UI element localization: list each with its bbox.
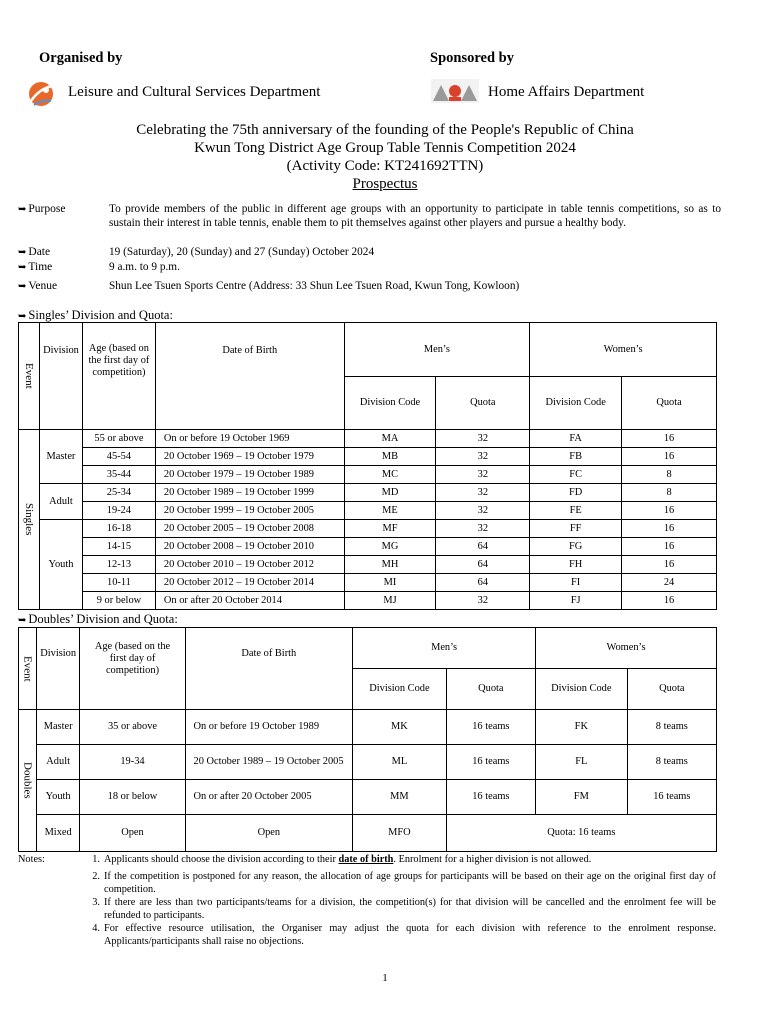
notes-label: Notes: <box>18 854 45 865</box>
header-quota: Quota <box>622 377 717 430</box>
date-text: 19 (Saturday), 20 (Sunday) and 27 (Sunday) October 2024 <box>109 246 375 258</box>
age-cell: 19-34 <box>80 745 185 780</box>
note-1: Applicants should choose the division according to their date of birth. Enrolment for a higher division is not allowed. <box>104 854 592 865</box>
mens-code-cell: ML <box>353 745 447 780</box>
division-cell: Adult <box>36 745 80 780</box>
header-womens: Women’s <box>530 323 717 377</box>
mens-quota-cell: 64 <box>436 574 530 592</box>
header-mens: Men’s <box>344 323 530 377</box>
purpose-label: ➥ Purpose <box>18 203 66 215</box>
event-singles: Singles <box>19 430 40 610</box>
womens-quota-cell: 16 <box>622 502 717 520</box>
note-2: If the competition is postponed for any reason, the allocation of age groups for participants will be based on their age on the original first day of competition. <box>104 871 716 895</box>
womens-quota-cell: 8 teams <box>627 710 716 745</box>
womens-quota-cell: 16 <box>622 556 717 574</box>
womens-code-cell: FB <box>530 448 622 466</box>
sponsor-name: Home Affairs Department <box>488 84 645 100</box>
arrow-icon: ➥ <box>18 281 27 292</box>
organiser-name: Leisure and Cultural Services Department <box>68 84 321 100</box>
age-cell: 55 or above <box>82 430 155 448</box>
age-cell: 35-44 <box>82 466 155 484</box>
arrow-icon: ➥ <box>18 247 27 258</box>
venue-label: ➥ Venue <box>18 280 58 292</box>
mixed-code-cell: MFO <box>353 815 447 852</box>
womens-quota-cell: 16 teams <box>627 780 716 815</box>
womens-quota-cell: 8 <box>622 484 717 502</box>
dob-cell: On or before 19 October 1969 <box>155 430 344 448</box>
dob-cell: 20 October 2008 – 19 October 2010 <box>155 538 344 556</box>
division-master: Master <box>39 430 82 484</box>
title-line-1: Celebrating the 75th anniversary of the founding of the People's Republic of China <box>136 122 634 138</box>
mens-quota-cell: 32 <box>436 520 530 538</box>
mens-code-cell: MJ <box>344 592 436 610</box>
mens-quota-cell: 64 <box>436 556 530 574</box>
mens-code-cell: MG <box>344 538 436 556</box>
notes-section <box>18 854 758 954</box>
age-cell: 16-18 <box>82 520 155 538</box>
header-div-code: Division Code <box>344 377 436 430</box>
age-cell: 10-11 <box>82 574 155 592</box>
dob-cell: On or after 20 October 2005 <box>185 780 353 815</box>
age-cell: 45-54 <box>82 448 155 466</box>
had-logo-icon <box>431 79 479 103</box>
mens-code-cell: MH <box>344 556 436 574</box>
header-quota: Quota <box>627 669 716 710</box>
womens-code-cell: FH <box>530 556 622 574</box>
dob-cell: 20 October 2012 – 19 October 2014 <box>155 574 344 592</box>
note-4: For effective resource utilisation, the Organiser may adjust the quota for each division with reference to the enrolment response. Applicants/participants shall raise no objections. <box>104 923 716 947</box>
age-cell: 14-15 <box>82 538 155 556</box>
dob-cell: Open <box>185 815 353 852</box>
singles-table <box>18 322 717 610</box>
dob-cell: On or before 19 October 1989 <box>185 710 353 745</box>
header-quota: Quota <box>436 377 530 430</box>
mens-code-cell: MI <box>344 574 436 592</box>
womens-quota-cell: 16 <box>622 520 717 538</box>
womens-code-cell: FK <box>536 710 628 745</box>
mens-code-cell: MA <box>344 430 436 448</box>
dob-cell: 20 October 1989 – 19 October 2005 <box>185 745 353 780</box>
mens-quota-cell: 32 <box>436 502 530 520</box>
purpose-text: To provide members of the public in different age groups with an opportunity to participate in table tennis competitions, so as to sustain their interest in table tennis, enable them to pit themselves against other players and pursue a healthy body. <box>109 203 721 229</box>
mens-quota-cell: 32 <box>436 448 530 466</box>
womens-quota-cell: 8 teams <box>627 745 716 780</box>
page-number: 1 <box>382 972 388 984</box>
age-cell: 12-13 <box>82 556 155 574</box>
organised-by-label: Organised by <box>39 50 123 66</box>
division-youth: Youth <box>39 520 82 610</box>
womens-code-cell: FE <box>530 502 622 520</box>
note-3: If there are less than two participants/teams for a division, the competition(s) for that division will be cancelled and the enrolment fee will be refunded to participants. <box>104 897 716 921</box>
arrow-icon: ➥ <box>18 204 27 215</box>
age-cell: 18 or below <box>80 780 185 815</box>
womens-quota-cell: 8 <box>622 466 717 484</box>
mens-quota-cell: 32 <box>436 466 530 484</box>
womens-quota-cell: 16 <box>622 430 717 448</box>
division-mixed: Mixed <box>36 815 80 852</box>
mens-code-cell: MM <box>353 780 447 815</box>
womens-code-cell: FA <box>530 430 622 448</box>
header-event: Event <box>19 628 37 710</box>
note-number: 4. <box>92 923 100 934</box>
age-cell: 9 or below <box>82 592 155 610</box>
mens-code-cell: ME <box>344 502 436 520</box>
dob-cell: 20 October 1969 – 19 October 1979 <box>155 448 344 466</box>
womens-code-cell: FL <box>536 745 628 780</box>
mens-code-cell: MC <box>344 466 436 484</box>
header-div-code: Division Code <box>353 669 447 710</box>
womens-code-cell: FI <box>530 574 622 592</box>
age-cell: Open <box>80 815 185 852</box>
doubles-heading: ➥ Doubles’ Division and Quota: <box>18 612 178 626</box>
arrow-icon: ➥ <box>18 262 27 273</box>
lcsd-logo-icon <box>25 79 57 109</box>
mens-quota-cell: 16 teams <box>446 710 535 745</box>
header-dob: Date of Birth <box>155 323 344 430</box>
mens-code-cell: MB <box>344 448 436 466</box>
arrow-icon: ➥ <box>18 311 27 322</box>
title-line-2: Kwun Tong District Age Group Table Tennis Competition 2024 <box>194 140 576 156</box>
title-prospectus: Prospectus <box>352 176 418 192</box>
womens-code-cell: FG <box>530 538 622 556</box>
sponsored-by-label: Sponsored by <box>430 50 514 66</box>
header-womens: Women’s <box>536 628 717 669</box>
womens-code-cell: FF <box>530 520 622 538</box>
womens-code-cell: FJ <box>530 592 622 610</box>
mens-quota-cell: 16 teams <box>446 745 535 780</box>
note-number: 1. <box>92 854 100 865</box>
note-number: 3. <box>92 897 100 908</box>
arrow-icon: ➥ <box>18 615 27 626</box>
header-dob: Date of Birth <box>185 628 353 710</box>
womens-quota-cell: 16 <box>622 592 717 610</box>
header-mens: Men’s <box>353 628 536 669</box>
mens-quota-cell: 32 <box>436 592 530 610</box>
womens-quota-cell: 16 <box>622 538 717 556</box>
womens-quota-cell: 16 <box>622 448 717 466</box>
mens-quota-cell: 32 <box>436 430 530 448</box>
age-cell: 25-34 <box>82 484 155 502</box>
singles-heading: ➥ Singles’ Division and Quota: <box>18 308 173 322</box>
header-age: Age (based on the first day of competition) <box>82 323 155 430</box>
note-number: 2. <box>92 871 100 882</box>
mens-code-cell: MD <box>344 484 436 502</box>
mens-quota-cell: 64 <box>436 538 530 556</box>
header-event: Event <box>19 323 40 430</box>
mixed-quota-cell: Quota: 16 teams <box>446 815 716 852</box>
header-quota: Quota <box>446 669 535 710</box>
age-cell: 19-24 <box>82 502 155 520</box>
header-division: Division <box>39 323 82 430</box>
dob-cell: 20 October 2010 – 19 October 2012 <box>155 556 344 574</box>
doubles-table <box>18 627 717 852</box>
womens-code-cell: FM <box>536 780 628 815</box>
dob-cell: 20 October 1979 – 19 October 1989 <box>155 466 344 484</box>
dob-cell: 20 October 1999 – 19 October 2005 <box>155 502 344 520</box>
time-label: ➥ Time <box>18 261 53 273</box>
womens-code-cell: FC <box>530 466 622 484</box>
mens-quota-cell: 32 <box>436 484 530 502</box>
date-label: ➥ Date <box>18 246 51 258</box>
mens-quota-cell: 16 teams <box>446 780 535 815</box>
mens-code-cell: MK <box>353 710 447 745</box>
dob-cell: 20 October 2005 – 19 October 2008 <box>155 520 344 538</box>
mens-code-cell: MF <box>344 520 436 538</box>
title-line-3: (Activity Code: KT241692TTN) <box>286 158 484 174</box>
dob-cell: On or after 20 October 2014 <box>155 592 344 610</box>
header-division: Division <box>36 628 80 710</box>
womens-quota-cell: 24 <box>622 574 717 592</box>
header-age: Age (based on the first day of competition) <box>80 628 185 710</box>
dob-cell: 20 October 1989 – 19 October 1999 <box>155 484 344 502</box>
division-cell: Master <box>36 710 80 745</box>
event-doubles: Doubles <box>19 710 37 852</box>
division-cell: Youth <box>36 780 80 815</box>
time-text: 9 a.m. to 9 p.m. <box>109 261 180 273</box>
header-div-code: Division Code <box>530 377 622 430</box>
age-cell: 35 or above <box>80 710 185 745</box>
venue-text: Shun Lee Tsuen Sports Centre (Address: 33 Shun Lee Tsuen Road, Kwun Tong, Kowloon) <box>109 280 520 292</box>
header-div-code: Division Code <box>536 669 628 710</box>
womens-code-cell: FD <box>530 484 622 502</box>
division-adult: Adult <box>39 484 82 520</box>
